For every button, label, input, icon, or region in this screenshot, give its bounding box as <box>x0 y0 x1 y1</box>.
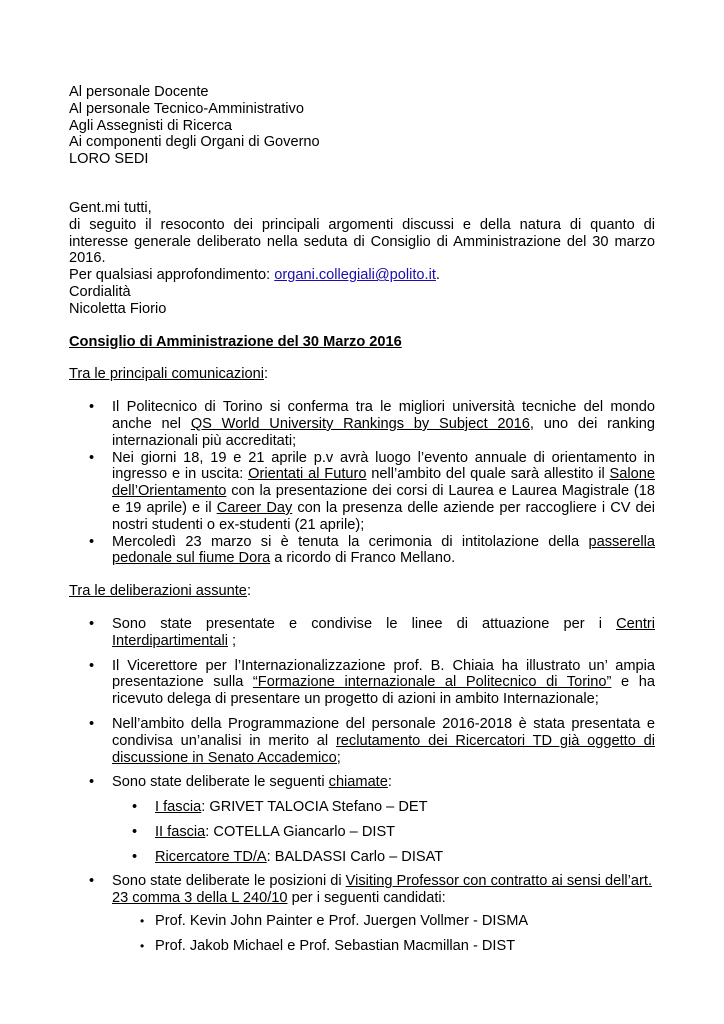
item-text: e ha ricevuto delega di presentare un progetto di azioni in ambito Internazionale; <box>112 674 655 708</box>
heading-suffix: : <box>246 583 251 600</box>
section-title: Consiglio di Amministrazione del 30 Marzo 2016 <box>69 333 402 350</box>
intro-paragraph: di seguito il resoconto dei principali argomenti discussi e della natura di quanto di interesse generale deliberato nella seduta di Consiglio di Amministrazione del 30 marzo 2016. <box>69 216 655 267</box>
appointment-name: : GRIVET TALOCIA Stefano – DET <box>201 799 428 816</box>
item-link: Centri Interdipartimentali <box>112 615 655 649</box>
appointment-item <box>112 849 655 866</box>
list-item <box>69 716 655 766</box>
deliberations-heading-text: Tra le deliberazioni assunte <box>69 583 247 600</box>
list-item <box>69 534 655 568</box>
visiting-list <box>112 913 655 955</box>
letter-body <box>69 84 655 963</box>
item-link: Career Day <box>216 499 293 516</box>
contact-suffix: . <box>435 267 440 284</box>
item-text: Sono state presentate e condivise le linee di attuazione per i <box>112 615 617 632</box>
appointments-list <box>112 799 655 865</box>
communications-heading <box>69 366 655 383</box>
item-text: Sono state deliberate le posizioni di <box>112 873 346 890</box>
item-text: nell’ambito del quale sarà allestito il <box>366 466 610 483</box>
item-text: con la presenza delle aziende per raccogliere i CV dei nostri studenti o ex-studenti (21 aprile); <box>112 499 655 533</box>
contact-line <box>69 267 655 284</box>
visiting-item: • Prof. Kevin John Painter e Prof. Juergen Vollmer - DISMA <box>112 913 655 930</box>
contact-email-link[interactable]: organi.collegiali@polito.it <box>274 267 436 284</box>
recipient-line: Al personale Docente <box>69 84 209 100</box>
appointment-role: Ricercatore TD/A <box>155 848 267 865</box>
item-text: ; <box>228 632 237 649</box>
greeting: Gent.mi tutti, <box>69 199 152 216</box>
closing: Cordialità <box>69 283 131 300</box>
list-item <box>69 873 655 954</box>
item-text: Il Vicerettore per l’Internazionalizzazione prof. B. Chiaia ha illustrato un’ ampia presentazione sulla <box>112 657 655 691</box>
appointment-name: : BALDASSI Carlo – DISAT <box>266 848 444 865</box>
deliberations-list <box>69 616 655 955</box>
appointment-item <box>112 799 655 816</box>
recipient-line: LORO SEDI <box>69 151 149 168</box>
item-link: QS World University Rankings by Subject 2016 <box>190 415 530 432</box>
item-link: passerella pedonale sul fiume Dora <box>112 533 655 567</box>
item-text: Mercoledì 23 marzo si è tenuta la cerimonia di intitolazione della <box>112 533 589 550</box>
item-link: chiamate <box>328 774 388 791</box>
list-item <box>69 450 655 534</box>
item-text: per i seguenti candidati: <box>287 890 446 907</box>
deliberations-heading <box>69 583 655 600</box>
appointment-item <box>112 824 655 841</box>
appointment-role: II fascia <box>155 823 206 840</box>
list-item <box>69 774 655 865</box>
item-link: Salone dell’Orientamento <box>112 466 655 500</box>
appointment-name: : COTELLA Giancarlo – DIST <box>205 823 396 840</box>
item-link: Visiting Professor con contratto ai sensi dell’art. 23 comma 3 della L 240/10 <box>112 873 653 907</box>
list-item <box>69 399 655 449</box>
item-link: “Formazione internazionale al Politecnico di Torino” <box>252 674 612 691</box>
item-text: a ricordo di Franco Mellano. <box>270 550 456 567</box>
recipient-line: Ai componenti degli Organi di Governo <box>69 134 320 151</box>
item-text: , uno dei ranking internazionali più accreditati; <box>112 415 655 449</box>
recipient-line: Al personale Tecnico-Amministrativo <box>69 100 304 117</box>
item-link: reclutamento dei Ricercatori TD già oggetto di discussione in Senato Accademico; <box>112 732 655 766</box>
contact-prefix: Per qualsiasi approfondimento: <box>69 267 275 284</box>
item-text: : <box>387 774 392 791</box>
heading-suffix: : <box>263 366 268 383</box>
item-text: Nei giorni 18, 19 e 21 aprile p.v avrà luogo l’evento annuale di orientamento in ingresso e in uscita: <box>112 449 655 483</box>
recipient-line: Agli Assegnisti di Ricerca <box>69 117 233 134</box>
list-item <box>69 658 655 708</box>
list-item <box>69 616 655 650</box>
greeting-block <box>69 200 655 318</box>
item-link: Orientati al Futuro <box>248 466 367 483</box>
communications-list <box>69 399 655 567</box>
appointment-role: I fascia <box>155 799 202 816</box>
item-text: Nell’ambito della Programmazione del personale 2016-2018 è stata presentata e condivisa un’analisi in merito al <box>112 715 655 749</box>
recipients-block <box>69 84 655 168</box>
signature: Nicoletta Fiorio <box>69 300 167 317</box>
item-text: Il Politecnico di Torino si conferma tra le migliori università tecniche del mondo anche nel <box>112 399 655 432</box>
item-text: con la presentazione dei corsi di Laurea e Laurea Magistrale (18 e 19 aprile) e il <box>112 483 655 516</box>
visiting-item: • Prof. Jakob Michael e Prof. Sebastian Macmillan - DIST <box>112 938 655 955</box>
item-text: Sono state deliberate le seguenti <box>112 774 329 791</box>
communications-heading-text: Tra le principali comunicazioni <box>69 366 264 383</box>
